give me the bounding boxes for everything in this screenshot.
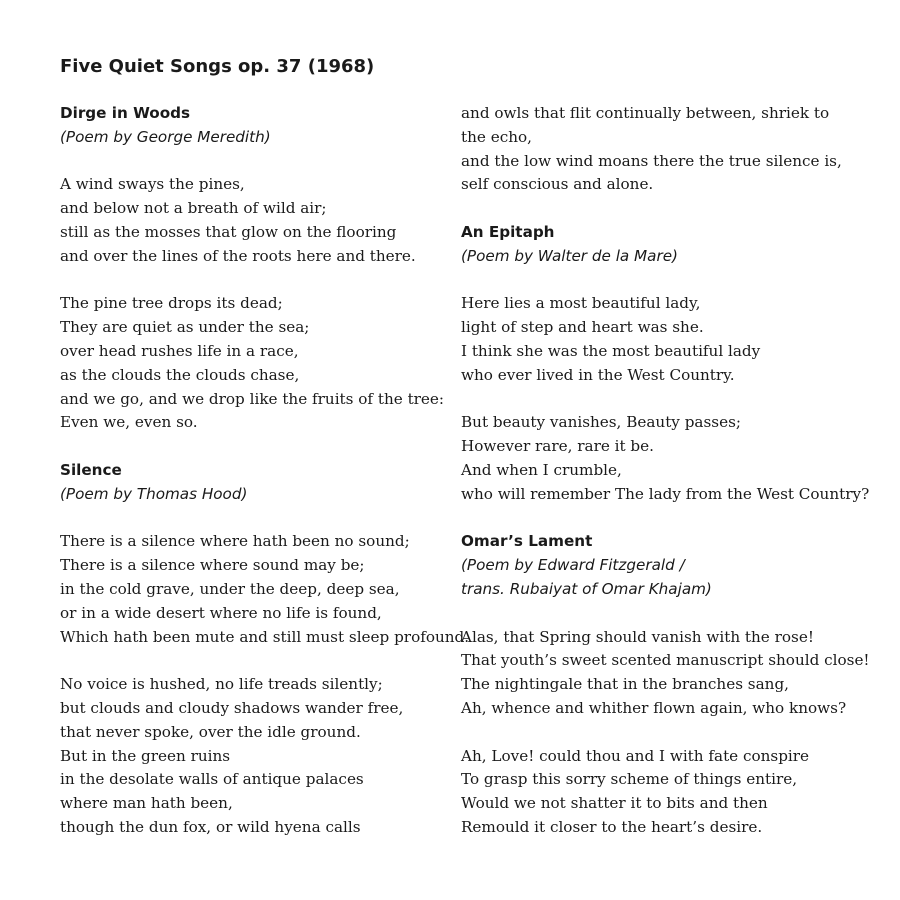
poem-line: Ah, Love! could thou and I with fate conspire <box>461 746 810 765</box>
stanza-gap <box>60 649 450 673</box>
poem-heading: Dirge in Woods <box>60 104 191 122</box>
right-column <box>461 102 870 840</box>
poem-line: who ever lived in the West Country. <box>461 365 735 384</box>
stanza-gap <box>60 269 450 293</box>
poem-line: and the low wind moans there the true silence is, <box>461 151 842 170</box>
poem-line: light of step and heart was she. <box>461 318 704 337</box>
section-gap <box>461 197 861 221</box>
poem-line: However rare, rare it be. <box>461 437 654 456</box>
poem-silence-continued <box>461 102 861 197</box>
poem-line: No voice is hushed, no life treads silently; <box>60 675 383 694</box>
poem-line: Which hath been mute and still must sleep profound. <box>60 627 470 646</box>
poem-an-epitaph <box>461 221 870 507</box>
stanza <box>461 745 861 840</box>
poem-line: There is a silence where hath been no sound; <box>60 532 410 551</box>
poem-line: over head rushes life in a race, <box>60 341 299 360</box>
poem-line: Here lies a most beautiful lady, <box>461 294 701 313</box>
poem-heading: Silence <box>60 460 122 479</box>
poem-line: and we go, and we drop like the fruits of the tree: <box>60 389 445 408</box>
poem-omars-lament <box>461 530 870 839</box>
poem-line: where man hath been, <box>60 794 233 813</box>
poem-line: They are quiet as under the sea; <box>60 318 310 337</box>
poem-line: The nightingale that in the branches sang, <box>461 675 789 694</box>
poem-line: And when I crumble, <box>461 460 622 479</box>
stanza <box>60 673 450 840</box>
poem-line: Would we not shatter it to bits and then <box>461 794 768 813</box>
poem-line: or in a wide desert where no life is found, <box>60 603 382 622</box>
poem-credit: (Poem by Walter de la Mare) <box>461 246 678 265</box>
poem-line: Even we, even so. <box>60 413 198 432</box>
stanza <box>60 173 450 268</box>
stanza-gap <box>461 269 861 293</box>
stanza-gap <box>60 150 450 174</box>
poem-line: who will remember The lady from the West Country? <box>461 484 870 503</box>
left-column <box>60 102 470 840</box>
page-title: Five Quiet Songs op. 37 (1968) <box>60 56 375 77</box>
poem-line: in the cold grave, under the deep, deep sea, <box>60 579 400 598</box>
poem-line: self conscious and alone. <box>461 175 654 194</box>
poem-line: but clouds and cloudy shadows wander free, <box>60 698 404 717</box>
poem-credit: (Poem by George Meredith) <box>60 127 271 146</box>
section-gap <box>461 507 861 531</box>
stanza <box>60 530 470 649</box>
stanza <box>461 292 861 387</box>
poem-line: in the desolate walls of antique palaces <box>60 770 364 789</box>
stanza <box>461 411 870 506</box>
stanza-gap <box>461 721 861 745</box>
poem-credit: trans. Rubaiyat of Omar Khajam) <box>461 579 712 598</box>
poem-line: though the dun fox, or wild hyena calls <box>60 817 361 836</box>
poem-credit: (Poem by Edward Fitzgerald / <box>461 556 685 575</box>
poem-line: and over the lines of the roots here and there. <box>60 246 416 265</box>
poem-line: still as the mosses that glow on the flooring <box>60 222 397 241</box>
poem-silence <box>60 459 470 840</box>
poem-line: There is a silence where sound may be; <box>60 556 365 575</box>
poem-heading: An Epitaph <box>461 222 555 241</box>
stanza-gap <box>60 507 450 531</box>
poem-line: and owls that flit continually between, shriek to <box>461 104 830 122</box>
section-gap <box>60 435 450 459</box>
stanza-gap <box>461 388 861 412</box>
poem-line: I think she was the most beautiful lady <box>461 341 761 360</box>
poem-line: To grasp this sorry scheme of things entire, <box>461 770 798 789</box>
poem-line: The pine tree drops its dead; <box>60 294 283 313</box>
poem-line: as the clouds the clouds chase, <box>60 365 300 384</box>
poem-line: A wind sways the pines, <box>60 175 245 194</box>
poem-line: the echo, <box>461 127 532 146</box>
poem-line: and below not a breath of wild air; <box>60 199 327 218</box>
stanza <box>461 626 870 721</box>
poem-line: That youth’s sweet scented manuscript should close! <box>461 651 870 670</box>
poem-dirge-in-woods <box>60 102 450 435</box>
poem-credit: (Poem by Thomas Hood) <box>60 484 248 503</box>
poem-line: that never spoke, over the idle ground. <box>60 722 361 741</box>
poem-line: Ah, whence and whither flown again, who knows? <box>461 698 847 717</box>
poem-line: Remould it closer to the heart’s desire. <box>461 817 763 836</box>
poem-line: Alas, that Spring should vanish with the rose! <box>461 627 814 646</box>
poem-line: But in the green ruins <box>60 746 231 765</box>
poem-heading: Omar’s Lament <box>461 532 593 551</box>
stanza <box>60 292 450 435</box>
stanza-gap <box>461 602 861 626</box>
poem-line: But beauty vanishes, Beauty passes; <box>461 413 741 432</box>
